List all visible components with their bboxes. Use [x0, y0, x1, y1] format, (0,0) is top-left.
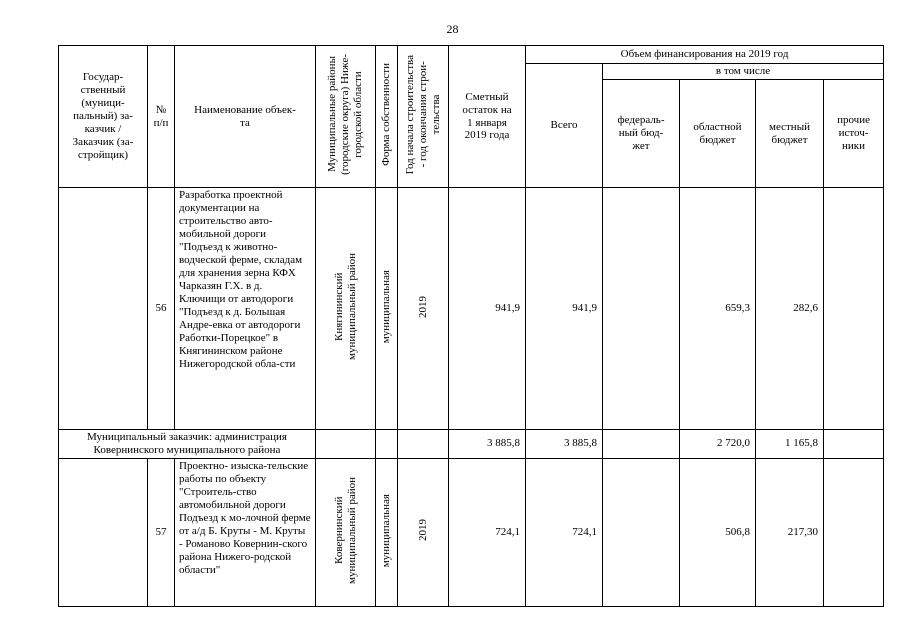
- header-remainder: Сметный остаток на 1 января 2019 года: [449, 46, 526, 188]
- row-name: Разработка проектной документации на строительство авто-мобильной дороги "Подъезд к животно-водческой ферме, складам для хранения зерна КФХ Чарказян Г.Х. в д. Ключищи от автодороги "Подъезд к д. Большая Андре-евка от автодороги Работки-Порецкое" в Княгининском районе Нижегородской обла-сти: [175, 188, 316, 430]
- header-other: прочие источ- ники: [824, 80, 884, 188]
- header-years: Год начала строительства - год окончания строи- тельства: [398, 46, 449, 188]
- financing-table: [58, 45, 884, 607]
- row-local: 282,6: [756, 188, 824, 430]
- header-customer: Государ- ственный (муници- пальный) за- казчик / Заказчик (за- стройщик): [59, 46, 148, 188]
- customer-label: Муниципальный заказчик: администрация Ковернинского муниципального района: [59, 430, 316, 459]
- row-regional: 506,8: [680, 458, 756, 606]
- customer-empty: [398, 430, 449, 459]
- row-local: 217,30: [756, 458, 824, 606]
- customer-regional: 2 720,0: [680, 430, 756, 459]
- customer-empty: [603, 430, 680, 459]
- header-federal: федераль- ный бюд- жет: [603, 80, 680, 188]
- row-customer-empty: [59, 458, 148, 606]
- header-num: № п/п: [148, 46, 175, 188]
- customer-row: [59, 430, 884, 459]
- header-including: в том числе: [603, 64, 884, 80]
- header-regional: областной бюджет: [680, 80, 756, 188]
- customer-empty: [376, 430, 398, 459]
- row-num: 57: [148, 458, 175, 606]
- customer-total: 3 885,8: [526, 430, 603, 459]
- customer-empty: [316, 430, 376, 459]
- table-row: [59, 188, 884, 430]
- row-name: Проектно- изыска-тельские работы по объекту "Строитель-ство автомобильной дороги Подъезд к мо-лочной ферме от а/д Б. Круты - М. Круты - Романово Ковернин-ского района Нижего-родской области": [175, 458, 316, 606]
- row-remainder: 941,9: [449, 188, 526, 430]
- row-other: [824, 188, 884, 430]
- row-district: Ковернинский муниципальный район: [316, 458, 376, 606]
- header-districts: Муниципальные районы (городские округа) Нижe- городской области: [316, 46, 376, 188]
- row-customer-empty: [59, 188, 148, 430]
- header-name: Наименование объек- та: [175, 46, 316, 188]
- row-ownership: муниципальная: [376, 458, 398, 606]
- row-federal: [603, 188, 680, 430]
- row-federal: [603, 458, 680, 606]
- row-other: [824, 458, 884, 606]
- row-year: 2019: [398, 458, 449, 606]
- row-ownership: муниципальная: [376, 188, 398, 430]
- customer-remainder: 3 885,8: [449, 430, 526, 459]
- header-local: местный бюджет: [756, 80, 824, 188]
- customer-empty: [824, 430, 884, 459]
- customer-local: 1 165,8: [756, 430, 824, 459]
- row-total: 724,1: [526, 458, 603, 606]
- header-row-1: [59, 46, 884, 64]
- row-regional: 659,3: [680, 188, 756, 430]
- row-total: 941,9: [526, 188, 603, 430]
- header-financing: Объем финансирования на 2019 год: [526, 46, 884, 64]
- table-row: [59, 458, 884, 606]
- header-ownership: Форма собственности: [376, 46, 398, 188]
- row-num: 56: [148, 188, 175, 430]
- header-total: Всего: [526, 64, 603, 188]
- row-district: Княгининский муниципальный район: [316, 188, 376, 430]
- row-remainder: 724,1: [449, 458, 526, 606]
- page-number: 28: [446, 22, 459, 36]
- row-year: 2019: [398, 188, 449, 430]
